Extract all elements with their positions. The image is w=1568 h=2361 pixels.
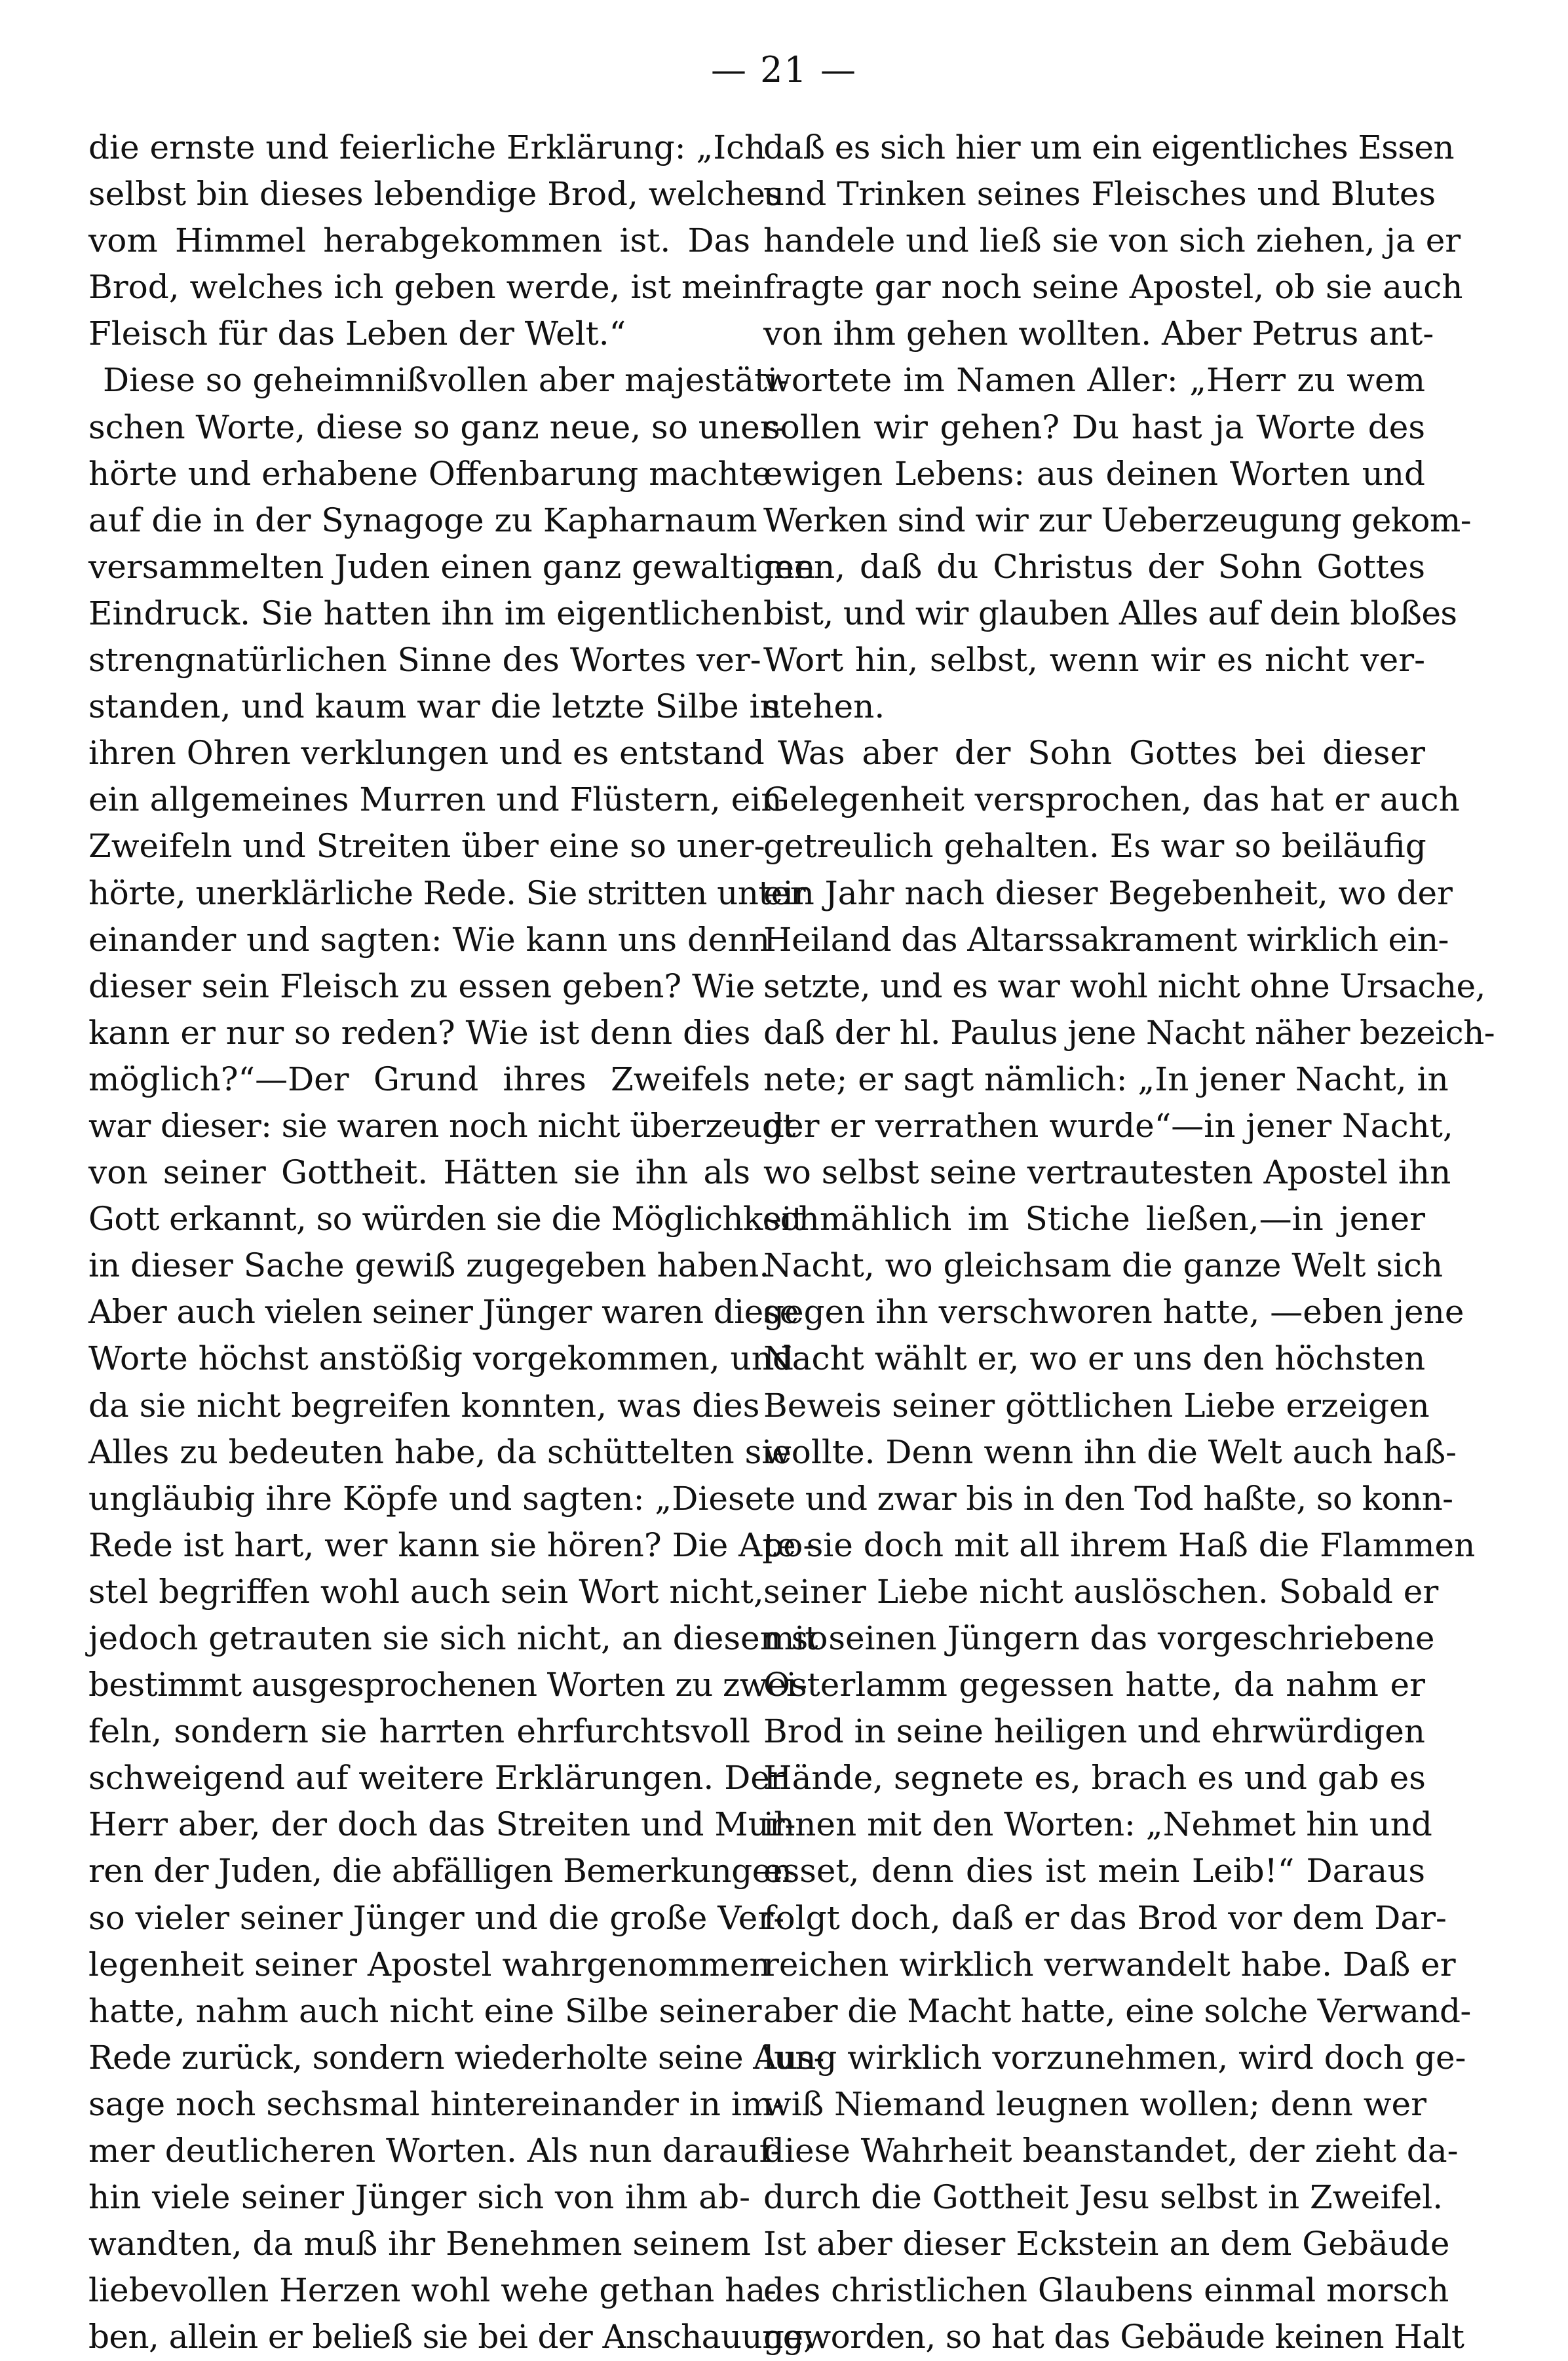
text-line: ein Jahr nach dieser Begebenheit, wo der [763,873,1453,912]
text-line: men, daß du Christus der Sohn Gottes [763,547,1425,586]
text-line: Osterlamm gegessen hatte, da nahm er [763,1666,1425,1704]
text-line: setzte, und es war wohl nicht ohne Ursache, [763,967,1485,1005]
text-line: ungläubig ihre Köpfe und sagten: „Diese [88,1479,765,1518]
text-line: der er verrathen wurde“—in jener Nacht, [763,1106,1453,1145]
text-line: Herr aber, der doch das Streiten und Mur- [88,1805,796,1844]
text-line: Gott erkannt, so würden sie die Möglichkeit [88,1200,805,1238]
text-line: sage noch sechsmal hintereinander in im- [88,2084,784,2123]
text-line: mit seinen Jüngern das vorgeschriebene [763,1619,1435,1657]
text-line: wo selbst seine vertrautesten Apostel ihn [763,1153,1451,1192]
text-line: getreulich gehalten. Es war so beiläufig [763,827,1426,866]
text-line: legenheit seiner Apostel wahrgenommen [88,1945,771,1984]
text-line: daß es sich hier um ein eigentliches Essen [763,128,1454,166]
text-line: ein allgemeines Murren und Flüstern, ein [88,780,782,819]
right-text-column [763,125,1495,2356]
text-line: schen Worte, diese so ganz neue, so uner- [88,408,787,446]
text-line: die ernste und feierliche Erklärung: „Ich [88,128,766,166]
text-line: dieser sein Fleisch zu essen geben? Wie [88,967,755,1005]
text-line: ren der Juden, die abfälligen Bemerkungen [88,1852,792,1891]
text-line: wiß Niemand leugnen wollen; denn wer [763,2084,1427,2123]
text-line: bist, und wir glauben Alles auf dein bloßes [763,594,1457,632]
text-line: bestimmt ausgesprochenen Worten zu zwei- [88,1666,807,1704]
text-line: diese Wahrheit beanstandet, der zieht da- [763,2132,1459,2170]
text-line: Was aber der Sohn Gottes bei dieser [778,734,1425,773]
text-line: Rede ist hart, wer kann sie hören? Die Apo- [88,1526,814,1564]
text-line: Diese so geheimnißvollen aber majestäti- [103,361,789,400]
text-line: mer deutlicheren Worten. Als nun darauf- [88,2132,782,2170]
text-line: esset, denn dies ist mein Leib!“ Daraus [763,1852,1425,1891]
text-line: jedoch getrauten sie sich nicht, an diesen so [88,1619,828,1657]
text-line: handele und ließ sie von sich ziehen, ja er [763,221,1461,260]
text-line: hörte und erhabene Offenbarung machte [88,454,772,493]
text-line: Worte höchst anstößig vorgekommen, und [88,1339,794,1378]
text-line: stehen. [763,687,885,726]
text-line: Fleisch für das Leben der Welt.“ [88,315,626,353]
text-line: aber die Macht hatte, eine solche Verwand- [763,1991,1471,2030]
text-line: feln, sondern sie harrten ehrfurchtsvoll [88,1712,750,1751]
text-line: von seiner Gottheit. Hätten sie ihn als [88,1153,750,1192]
text-line: wortete im Namen Aller: „Herr zu wem [763,361,1425,400]
text-line: Wort hin, selbst, wenn wir es nicht ver- [763,641,1425,680]
text-line: einander und sagten: Wie kann uns denn [88,920,770,959]
text-line: vom Himmel herabgekommen ist. Das [88,221,750,260]
text-line: von ihm gehen wollten. Aber Petrus ant- [763,315,1434,353]
text-line: Brod in seine heiligen und ehrwürdigen [763,1712,1425,1751]
text-line: Werken sind wir zur Ueberzeugung gekom- [763,501,1472,539]
text-line: hatte, nahm auch nicht eine Silbe seiner [88,1991,762,2030]
text-line: selbst bin dieses lebendige Brod, welches [88,175,782,214]
text-line: ben, allein er beließ sie bei der Anschauung, [88,2318,814,2356]
text-line: ihnen mit den Worten: „Nehmet hin und [763,1805,1432,1844]
text-line: versammelten Juden einen ganz gewaltigen [88,547,816,586]
text-line: und Trinken seines Fleisches und Blutes [763,175,1436,214]
text-line: te und zwar bis in den Tod haßte, so konn- [763,1479,1453,1518]
text-line: gegen ihn verschworen hatte, —eben jene [763,1293,1464,1332]
text-line: durch die Gottheit Jesu selbst in Zweifel. [763,2178,1444,2217]
text-line: Ist aber dieser Eckstein an dem Gebäude [763,2225,1450,2263]
text-line: Hände, segnete es, brach es und gab es [763,1759,1426,1797]
text-line: geworden, so hat das Gebäude keinen Halt [763,2318,1464,2356]
text-line: Aber auch vielen seiner Jünger waren diese [88,1293,799,1332]
text-line: nete; er sagt nämlich: „In jener Nacht, in [763,1060,1449,1098]
text-line: Nacht wählt er, wo er uns den höchsten [763,1339,1426,1378]
text-line: Alles zu bedeuten habe, da schüttelten sie [88,1432,792,1471]
text-line: strengnatürlichen Sinne des Wortes ver- [88,641,761,680]
text-line: wandten, da muß ihr Benehmen seinem [88,2225,751,2263]
text-line: Rede zurück, sondern wiederholte seine Aus- [88,2038,824,2077]
text-line: daß der hl. Paulus jene Nacht näher bezeich- [763,1013,1495,1052]
text-line: lung wirklich vorzunehmen, wird doch ge- [763,2038,1466,2077]
text-line: ihren Ohren verklungen und es entstand [88,734,765,773]
text-line: Nacht, wo gleichsam die ganze Welt sich [763,1246,1444,1285]
text-line: schweigend auf weitere Erklärungen. Der [88,1759,786,1797]
text-line: so vieler seiner Jünger und die große Ver- [88,1898,785,1937]
text-line: da sie nicht begreifen konnten, was dies [88,1386,760,1425]
text-line: war dieser: sie waren noch nicht überzeugt [88,1106,795,1145]
text-line: in dieser Sache gewiß zugegeben haben. [88,1246,770,1285]
text-line: Zweifeln und Streiten über eine so uner- [88,827,765,866]
text-line: kann er nur so reden? Wie ist denn dies [88,1013,751,1052]
text-line: sollen wir gehen? Du hast ja Worte des [763,408,1425,446]
text-line: hin viele seiner Jünger sich von ihm ab- [88,2178,750,2217]
text-line: Gelegenheit versprochen, das hat er auch [763,780,1460,819]
text-line: seiner Liebe nicht auslöschen. Sobald er [763,1572,1439,1611]
text-line: stel begriffen wohl auch sein Wort nicht, [88,1572,764,1611]
text-line: ewigen Lebens: aus deinen Worten und [763,454,1425,493]
text-line: Beweis seiner göttlichen Liebe erzeigen [763,1386,1430,1425]
text-line: Eindruck. Sie hatten ihn im eigentlichen [88,594,762,632]
text-line: wollte. Denn wenn ihn die Welt auch haß- [763,1432,1457,1471]
text-line: hörte, unerklärliche Rede. Sie stritten unter [88,873,806,912]
text-line: Brod, welches ich geben werde, ist mein [88,268,764,307]
page-number: — 21 — [710,49,858,90]
text-line: fragte gar noch seine Apostel, ob sie auch [763,268,1463,307]
text-line: schmählich im Stiche ließen,—in jener [763,1200,1425,1238]
text-line: möglich?“—Der Grund ihres Zweifels [88,1060,750,1098]
text-line: des christlichen Glaubens einmal morsch [763,2271,1449,2310]
text-line: auf die in der Synagoge zu Kapharnaum [88,501,757,539]
text-line: Heiland das Altarssakrament wirklich ein- [763,920,1449,959]
text-line: reichen wirklich verwandelt habe. Daß er [763,1945,1456,1984]
text-line: liebevollen Herzen wohl wehe gethan ha- [88,2271,777,2310]
text-line: folgt doch, daß er das Brod vor dem Dar- [763,1898,1447,1937]
text-line: standen, und kaum war die letzte Silbe in [88,687,781,726]
text-line: te sie doch mit all ihrem Haß die Flammen [763,1526,1476,1564]
